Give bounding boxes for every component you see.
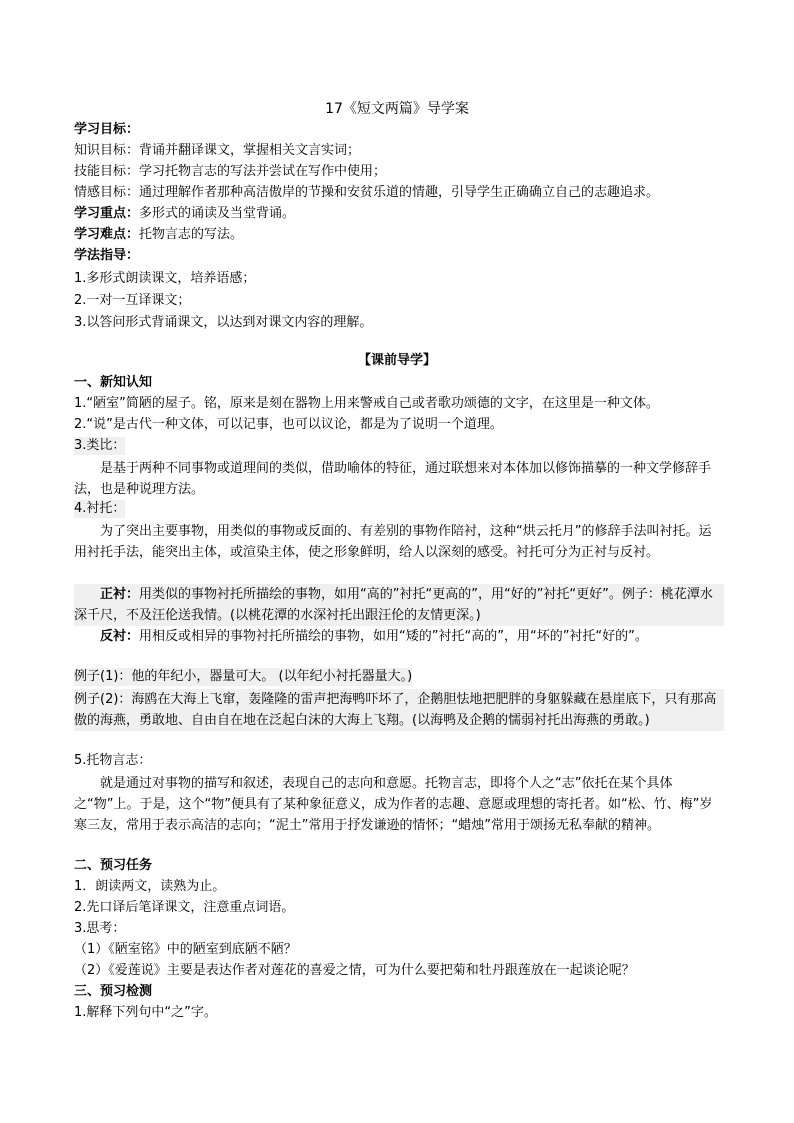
task-3: 3.思考： bbox=[74, 921, 126, 936]
positive-contrast: 正衬：用类似的事物衬托所描绘的事物，如用“高的”衬托“更高的”，用“好的”衬托“更好”。例子：桃花潭水深千尺，不及汪伦送我情。(以桃花潭的水深衬托出跟汪伦的友情更深。) bbox=[74, 584, 724, 626]
example-2: 例子(2)：海鸥在大海上飞窜，轰隆隆的雷声把海鸭吓坏了，企鹅胆怯地把肥胖的身躯躲藏在悬崖底下，只有那高傲的海燕，勇敢地、自由自在地在泛起白沫的大海上飞翔。(以海鸭及企鹅的懦弱衬托出海燕的勇敢。) bbox=[74, 689, 724, 731]
method-item: 1.多形式朗读课文，培养语感； bbox=[74, 271, 256, 286]
knowledge-objective: 知识目标：背诵并翻译课文，掌握相关文言实词； bbox=[74, 143, 361, 158]
example-1: 例子(1)：他的年纪小，器量可大。 (以年纪小衬托器量大。) bbox=[74, 669, 413, 684]
item-1: 1.“陋室”简陋的屋子。铭，原来是刻在器物上用来警戒自己或者歌功颂德的文字，在这里是一种文体。 bbox=[74, 396, 659, 411]
learning-focus: 学习重点：多形式的诵读及当堂背诵。 bbox=[74, 206, 296, 221]
item-3-text: 是基于两种不同事物或道理间的类似，借助喻体的特征，通过联想来对本体加以修饰描摹的一种文学修辞手法，也是种说理方法。 bbox=[74, 461, 712, 497]
learning-difficulty: 学习难点：托物言志的写法。 bbox=[74, 227, 244, 242]
item-5-label: 5.托物言志： bbox=[74, 753, 152, 768]
method-item: 3.以答问形式背诵课文，以达到对课文内容的理解。 bbox=[74, 315, 373, 330]
item-5-text: 就是通过对事物的描写和叙述，表现自己的志向和意愿。托物言志，即将个人之“志”依托在某个具体之“物”上。于是，这个“物”便具有了某种象征意义，成为作者的志趣、意愿或理想的寄托者。如“松、竹、梅”岁寒三友，常用于表示高洁的志向；“泥土”常用于抒发谦逊的情怀；“蜡烛”常用于颂扬无私奉献的精神。 bbox=[74, 776, 713, 833]
pre-class-heading: 【课前导学】 bbox=[357, 353, 436, 368]
skill-objective: 技能目标：学习托物言志的写法并尝试在写作中使用； bbox=[74, 164, 387, 179]
method-heading: 学法指导： bbox=[74, 248, 140, 263]
item-4-text: 为了突出主要事物，用类似的事物或反面的、有差别的事物作陪衬，这种“烘云托月”的修辞手法叫衬托。运用衬托手法，能突出主体，或渲染主体，使之形象鲜明，给人以深刻的感受。衬托可分为正衬与反衬。 bbox=[74, 524, 712, 560]
question-1: （1）《陋室铭》中的陋室到底陋不陋？ bbox=[74, 942, 297, 957]
item-2: 2.“说”是古代一种文体，可以记事，也可以议论，都是为了说明一个道理。 bbox=[74, 417, 503, 432]
emotion-objective: 情感目标：通过理解作者那种高洁傲岸的节操和安贫乐道的情趣，引导学生正确确立自己的志趣追求。 bbox=[74, 185, 660, 200]
page-title: 17《短文两篇》导学案 bbox=[325, 101, 469, 117]
item-3-label: 3.类比： bbox=[74, 438, 126, 453]
objectives-heading: 学习目标： bbox=[74, 122, 140, 137]
question-2: （2）《爱莲说》主要是表达作者对莲花的喜爱之情，可为什么要把菊和牡丹跟莲放在一起谈论呢？ bbox=[74, 963, 635, 978]
part2-heading: 二、预习任务 bbox=[74, 858, 153, 873]
task-2: 2.先口译后笔译课文，注意重点词语。 bbox=[74, 900, 295, 915]
part1-heading: 一、新知认知 bbox=[74, 375, 153, 390]
task-1: 1．朗读两文，读熟为止。 bbox=[74, 879, 226, 894]
item-4-label: 4.衬托： bbox=[74, 501, 126, 516]
part3-heading: 三、预习检测 bbox=[74, 984, 153, 999]
check-1: 1.解释下列句中“之”字。 bbox=[74, 1005, 217, 1020]
negative-contrast: 反衬：用相反或相异的事物衬托所描绘的事物，如用“矮的”衬托“高的”，用“坏的”衬托“好的”。 bbox=[100, 629, 648, 644]
method-item: 2.一对一互译课文； bbox=[74, 293, 191, 308]
